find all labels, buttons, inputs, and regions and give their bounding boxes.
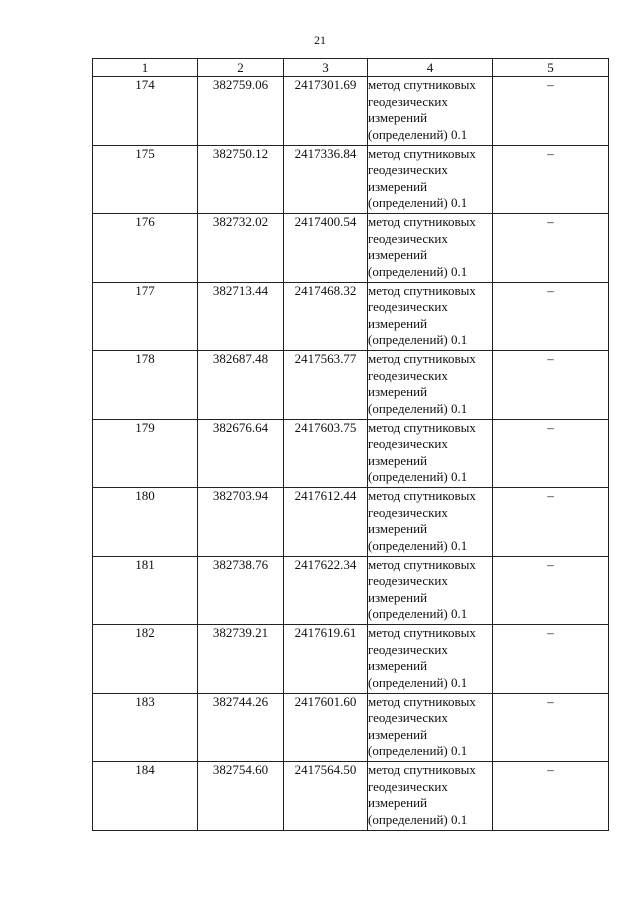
- point-number-cell: 175: [93, 145, 198, 214]
- y-coordinate-cell: 2417564.50: [284, 762, 368, 831]
- x-coordinate-cell: 382687.48: [198, 351, 284, 420]
- note-cell: –: [493, 145, 609, 214]
- page-number: 21: [314, 33, 326, 47]
- method-cell: метод спутниковых геодезических измерений (определений) 0.1: [368, 762, 493, 831]
- y-coordinate-cell: 2417336.84: [284, 145, 368, 214]
- x-coordinate-cell: 382738.76: [198, 556, 284, 625]
- method-cell: метод спутниковых геодезических измерений (определений) 0.1: [368, 351, 493, 420]
- note-cell: –: [493, 488, 609, 557]
- header-col-3: 3: [284, 59, 368, 77]
- method-cell: метод спутниковых геодезических измерений (определений) 0.1: [368, 282, 493, 351]
- x-coordinate-cell: 382703.94: [198, 488, 284, 557]
- table-row: [93, 625, 609, 694]
- header-col-5: 5: [493, 59, 609, 77]
- note-cell: –: [493, 214, 609, 283]
- table-header: [93, 59, 609, 77]
- y-coordinate-cell: 2417612.44: [284, 488, 368, 557]
- table-body: [93, 77, 609, 831]
- y-coordinate-cell: 2417400.54: [284, 214, 368, 283]
- method-cell: метод спутниковых геодезических измерений (определений) 0.1: [368, 145, 493, 214]
- header-col-2: 2: [198, 59, 284, 77]
- point-number-cell: 184: [93, 762, 198, 831]
- table-row: [93, 351, 609, 420]
- header-col-4: 4: [368, 59, 493, 77]
- y-coordinate-cell: 2417301.69: [284, 77, 368, 146]
- x-coordinate-cell: 382739.21: [198, 625, 284, 694]
- point-number-cell: 183: [93, 693, 198, 762]
- point-number-cell: 178: [93, 351, 198, 420]
- y-coordinate-cell: 2417563.77: [284, 351, 368, 420]
- note-cell: –: [493, 351, 609, 420]
- y-coordinate-cell: 2417603.75: [284, 419, 368, 488]
- x-coordinate-cell: 382676.64: [198, 419, 284, 488]
- table-row: [93, 214, 609, 283]
- table-row: [93, 556, 609, 625]
- method-cell: метод спутниковых геодезических измерений (определений) 0.1: [368, 77, 493, 146]
- x-coordinate-cell: 382754.60: [198, 762, 284, 831]
- x-coordinate-cell: 382713.44: [198, 282, 284, 351]
- point-number-cell: 176: [93, 214, 198, 283]
- table-row: [93, 488, 609, 557]
- note-cell: –: [493, 762, 609, 831]
- note-cell: –: [493, 556, 609, 625]
- point-number-cell: 179: [93, 419, 198, 488]
- point-number-cell: 180: [93, 488, 198, 557]
- x-coordinate-cell: 382744.26: [198, 693, 284, 762]
- table-row: [93, 77, 609, 146]
- y-coordinate-cell: 2417601.60: [284, 693, 368, 762]
- method-cell: метод спутниковых геодезических измерений (определений) 0.1: [368, 214, 493, 283]
- table-row: [93, 762, 609, 831]
- point-number-cell: 177: [93, 282, 198, 351]
- x-coordinate-cell: 382750.12: [198, 145, 284, 214]
- table-row: [93, 693, 609, 762]
- method-cell: метод спутниковых геодезических измерений (определений) 0.1: [368, 488, 493, 557]
- note-cell: –: [493, 77, 609, 146]
- coordinates-table: [92, 58, 609, 831]
- y-coordinate-cell: 2417619.61: [284, 625, 368, 694]
- table-row: [93, 282, 609, 351]
- table-row: [93, 419, 609, 488]
- point-number-cell: 181: [93, 556, 198, 625]
- note-cell: –: [493, 282, 609, 351]
- y-coordinate-cell: 2417468.32: [284, 282, 368, 351]
- note-cell: –: [493, 419, 609, 488]
- method-cell: метод спутниковых геодезических измерений (определений) 0.1: [368, 693, 493, 762]
- header-col-1: 1: [93, 59, 198, 77]
- point-number-cell: 174: [93, 77, 198, 146]
- header-row: [93, 59, 609, 77]
- point-number-cell: 182: [93, 625, 198, 694]
- method-cell: метод спутниковых геодезических измерений (определений) 0.1: [368, 419, 493, 488]
- table-row: [93, 145, 609, 214]
- x-coordinate-cell: 382732.02: [198, 214, 284, 283]
- method-cell: метод спутниковых геодезических измерений (определений) 0.1: [368, 625, 493, 694]
- note-cell: –: [493, 693, 609, 762]
- x-coordinate-cell: 382759.06: [198, 77, 284, 146]
- note-cell: –: [493, 625, 609, 694]
- y-coordinate-cell: 2417622.34: [284, 556, 368, 625]
- method-cell: метод спутниковых геодезических измерений (определений) 0.1: [368, 556, 493, 625]
